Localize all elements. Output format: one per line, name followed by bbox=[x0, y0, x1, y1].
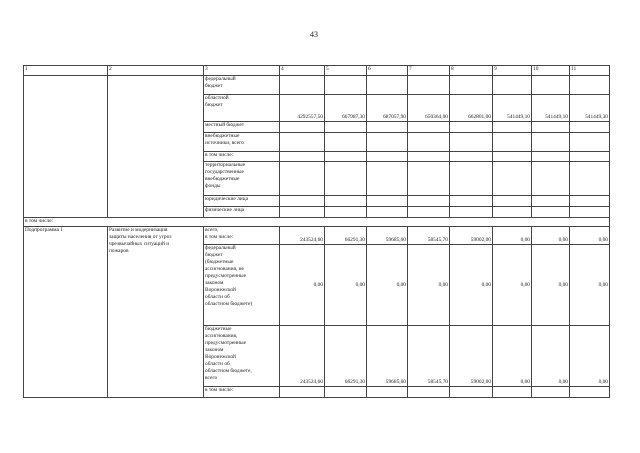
value-cell bbox=[367, 207, 408, 218]
source-label: в том числе: bbox=[204, 152, 280, 162]
value-cell: 59685,60 bbox=[367, 227, 408, 245]
value-cell: 0,00 bbox=[450, 245, 493, 326]
value-cell: 0,00 bbox=[325, 245, 367, 326]
header-cell: 2 bbox=[108, 66, 204, 76]
source-label: областной бюджет bbox=[204, 95, 280, 122]
header-cell: 11 bbox=[570, 66, 610, 76]
value-cell bbox=[570, 196, 610, 207]
value-cell: 66291,30 bbox=[325, 227, 367, 245]
section-row bbox=[24, 218, 610, 227]
program-description: Развитие и модернизация защиты населения от угроз чрезвычайных ситуаций и пожаров bbox=[108, 227, 204, 398]
header-row bbox=[24, 66, 610, 76]
value-cell bbox=[367, 152, 408, 162]
value-cell bbox=[280, 122, 325, 133]
value-cell bbox=[408, 196, 450, 207]
value-cell bbox=[450, 152, 493, 162]
value-cell: 59002,00 bbox=[450, 227, 493, 245]
value-cell bbox=[280, 76, 325, 95]
header-cell: 4 bbox=[280, 66, 325, 76]
value-cell bbox=[408, 122, 450, 133]
value-cell bbox=[532, 196, 570, 207]
value-cell bbox=[570, 207, 610, 218]
value-cell bbox=[570, 76, 610, 95]
value-cell: 650364,00 bbox=[408, 95, 450, 122]
page-number: 43 bbox=[310, 30, 318, 39]
value-cell bbox=[280, 387, 325, 398]
value-cell bbox=[450, 207, 493, 218]
value-cell bbox=[493, 122, 532, 133]
source-label: федеральный бюджет (бюджетные ассигнования, не предусмотренные законом Воронежской области об областном бюджете) bbox=[204, 245, 280, 326]
value-cell bbox=[450, 76, 493, 95]
value-cell bbox=[532, 122, 570, 133]
value-cell: 243524,60 bbox=[280, 326, 325, 387]
value-cell bbox=[367, 122, 408, 133]
value-cell bbox=[325, 76, 367, 95]
value-cell bbox=[325, 196, 367, 207]
value-cell bbox=[570, 387, 610, 398]
value-cell bbox=[532, 207, 570, 218]
value-cell bbox=[325, 162, 367, 196]
value-cell: 0,00 bbox=[280, 245, 325, 326]
value-cell: 541449,10 bbox=[493, 95, 532, 122]
source-label: в том числе: bbox=[204, 387, 280, 398]
budget-table bbox=[23, 65, 610, 398]
value-cell bbox=[570, 133, 610, 152]
value-cell bbox=[450, 122, 493, 133]
value-cell bbox=[408, 76, 450, 95]
value-cell bbox=[367, 196, 408, 207]
value-cell: 0,00 bbox=[532, 245, 570, 326]
value-cell: 58545,70 bbox=[408, 227, 450, 245]
value-cell: 541449,10 bbox=[532, 95, 570, 122]
value-cell: 0,00 bbox=[532, 227, 570, 245]
header-cell: 3 bbox=[204, 66, 280, 76]
value-cell bbox=[450, 133, 493, 152]
source-label: федеральный бюджет bbox=[204, 76, 280, 95]
value-cell: 58545,70 bbox=[408, 326, 450, 387]
value-cell bbox=[570, 122, 610, 133]
value-cell: 0,00 bbox=[493, 227, 532, 245]
value-cell: 59685,60 bbox=[367, 326, 408, 387]
value-cell bbox=[450, 196, 493, 207]
value-cell bbox=[493, 207, 532, 218]
header-cell: 1 bbox=[24, 66, 108, 76]
value-cell bbox=[532, 162, 570, 196]
value-cell bbox=[367, 162, 408, 196]
value-cell bbox=[367, 387, 408, 398]
value-cell bbox=[532, 76, 570, 95]
header-cell: 7 bbox=[408, 66, 450, 76]
value-cell: 0,00 bbox=[367, 245, 408, 326]
source-label: местный бюджет bbox=[204, 122, 280, 133]
value-cell: 662801,00 bbox=[450, 95, 493, 122]
value-cell bbox=[493, 152, 532, 162]
value-cell bbox=[450, 387, 493, 398]
value-cell bbox=[325, 122, 367, 133]
value-cell: 59002,00 bbox=[450, 326, 493, 387]
header-cell: 6 bbox=[367, 66, 408, 76]
value-cell: 687057,90 bbox=[367, 95, 408, 122]
value-cell: 0,00 bbox=[493, 245, 532, 326]
source-label: бюджетные ассигнования, предусмотренные законом Воронежской области об областном бюджете, всего bbox=[204, 326, 280, 387]
value-cell bbox=[408, 207, 450, 218]
source-label: внебюджетные источники, всего bbox=[204, 133, 280, 152]
value-cell: 4292557,50 bbox=[280, 95, 325, 122]
value-cell: 0,00 bbox=[570, 227, 610, 245]
value-cell: 0,00 bbox=[408, 245, 450, 326]
header-cell: 8 bbox=[450, 66, 493, 76]
value-cell bbox=[280, 133, 325, 152]
table-row bbox=[24, 76, 610, 95]
value-cell bbox=[367, 133, 408, 152]
value-cell: 243524,60 bbox=[280, 227, 325, 245]
value-cell bbox=[325, 207, 367, 218]
section-label: в том числе: bbox=[24, 218, 610, 227]
value-cell bbox=[325, 152, 367, 162]
value-cell bbox=[570, 162, 610, 196]
source-label: территориальные государственные внебюджетные фонды bbox=[204, 162, 280, 196]
value-cell bbox=[408, 162, 450, 196]
value-cell bbox=[532, 133, 570, 152]
value-cell: 0,00 bbox=[532, 326, 570, 387]
value-cell: 0,00 bbox=[570, 245, 610, 326]
header-cell: 10 bbox=[532, 66, 570, 76]
value-cell bbox=[325, 133, 367, 152]
value-cell bbox=[280, 152, 325, 162]
value-cell bbox=[493, 196, 532, 207]
header-cell: 9 bbox=[493, 66, 532, 76]
value-cell: 541449,30 bbox=[570, 95, 610, 122]
value-cell bbox=[493, 387, 532, 398]
value-cell: 667987,30 bbox=[325, 95, 367, 122]
value-cell bbox=[408, 133, 450, 152]
value-cell bbox=[493, 76, 532, 95]
value-cell bbox=[450, 162, 493, 196]
value-cell bbox=[280, 196, 325, 207]
empty-cell bbox=[108, 76, 204, 218]
value-cell: 66291,30 bbox=[325, 326, 367, 387]
table-row bbox=[24, 227, 610, 245]
program-name: Подпрограмма 1 bbox=[24, 227, 108, 398]
value-cell bbox=[532, 387, 570, 398]
value-cell bbox=[570, 152, 610, 162]
source-label: физические лица bbox=[204, 207, 280, 218]
value-cell: 0,00 bbox=[493, 326, 532, 387]
value-cell bbox=[280, 162, 325, 196]
value-cell: 0,00 bbox=[570, 326, 610, 387]
empty-cell bbox=[24, 76, 108, 218]
value-cell bbox=[408, 387, 450, 398]
value-cell bbox=[325, 387, 367, 398]
value-cell bbox=[367, 76, 408, 95]
header-cell: 5 bbox=[325, 66, 367, 76]
value-cell bbox=[408, 152, 450, 162]
value-cell bbox=[493, 133, 532, 152]
value-cell bbox=[280, 207, 325, 218]
value-cell bbox=[493, 162, 532, 196]
value-cell bbox=[532, 152, 570, 162]
source-label: всего, в том числе: bbox=[204, 227, 280, 245]
source-label: юридические лица bbox=[204, 196, 280, 207]
